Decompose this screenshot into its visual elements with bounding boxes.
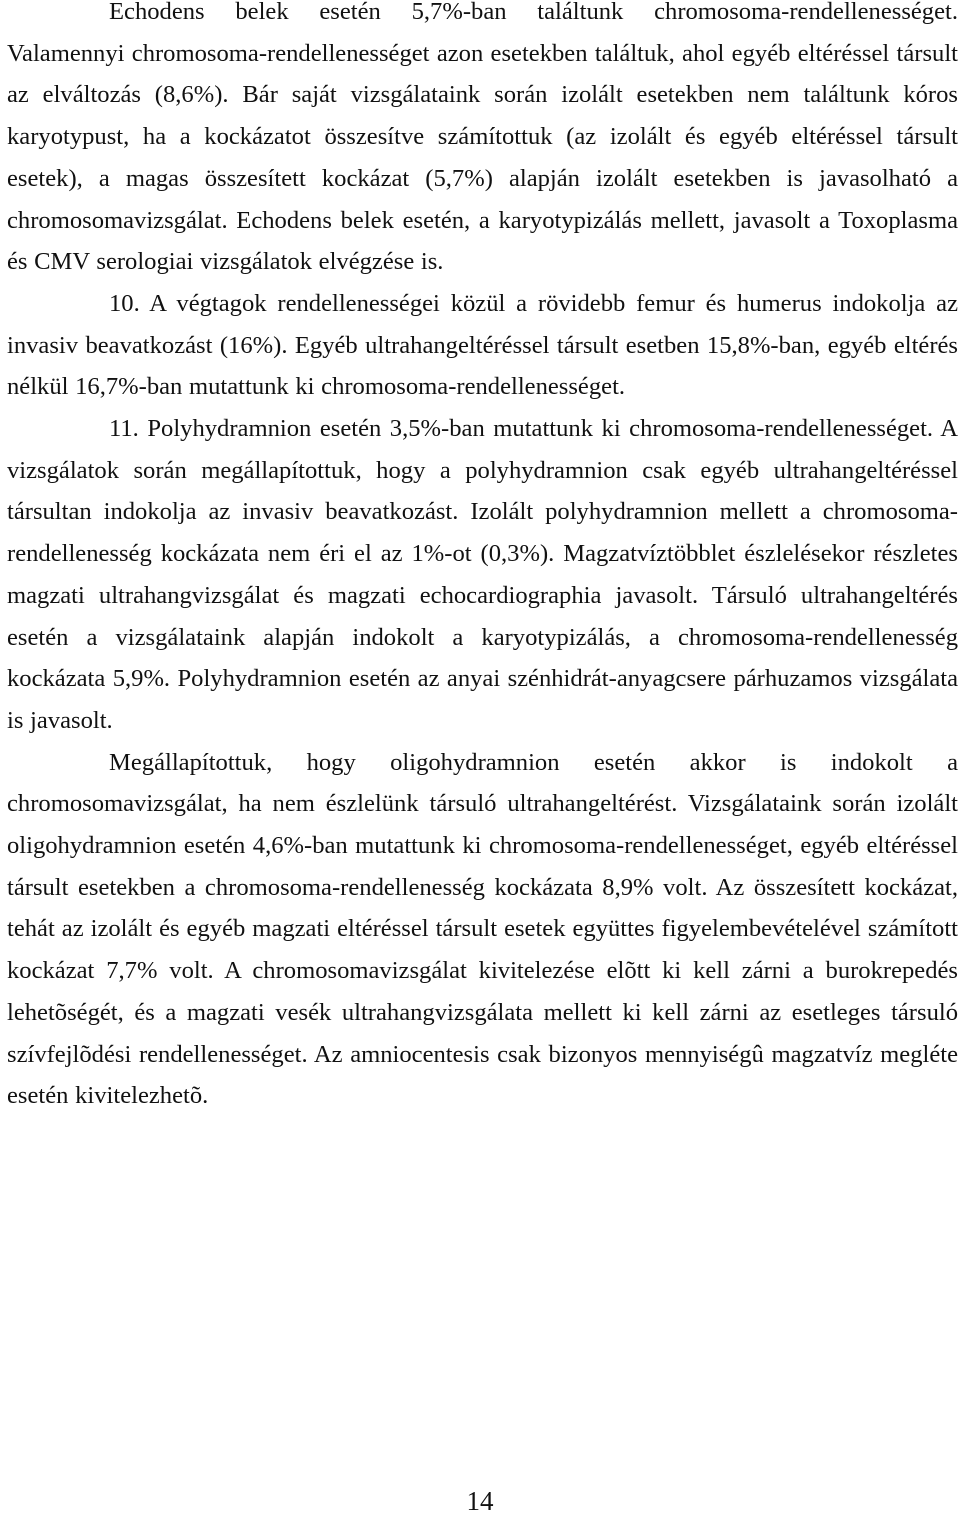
document-page bbox=[7, 0, 958, 1117]
paragraph-10-vegtagok: 10. A végtagok rendellenességei közül a rövidebb femur és humerus indokolja az invasiv beavatkozást (16%). Egyéb ultrahangeltéréssel társult esetben 15,8%-ban, egyéb eltérés nélkül 16,7%-ban mutattunk ki chromosoma-rendellenességet. bbox=[7, 289, 958, 401]
paragraph-11-polyhydramnion: 11. Polyhydramnion esetén 3,5%-ban mutattunk ki chromosoma-rendellenességet. A vizsgálatok során megállapítottuk, hogy a polyhydramnion csak egyéb ultrahangeltéréssel társultan indokolja az invasiv beavatkozást. Izolált polyhydramnion mellett a chromosoma-rendellenesség kockázata nem éri el az 1%-ot (0,3%). Magzatvíztöbblet észlelésekor részletes magzati ultrahangvizsgálat és magzati echocardiographia javasolt. Társuló ultrahangeltérés esetén a vizsgálataink alapján indokolt a karyotypizálás, a chromosoma-rendellenesség kockázata 5,9%. Polyhydramnion esetén az anyai szénhidrát-anyagcsere párhuzamos vizsgálata is javasolt. bbox=[7, 415, 958, 734]
page-number: 14 bbox=[466, 1486, 494, 1516]
paragraph-oligohydramnion: Megállapítottuk, hogy oligohydramnion esetén akkor is indokolt a chromosomavizsgálat, ha nem észlelünk társuló ultrahangeltérést. Vizsgálataink során izolált oligohydramnion esetén 4,6%-ban mutattunk ki chromosoma-rendellenességet, egyéb eltéréssel társult esetekben a chromosoma-rendellenesség kockázata 8,9% volt. Az összesített kockázat, tehát az izolált és egyéb magzati eltéréssel társult esetek együttes figyelembevételével számított kockázat 7,7% volt. A chromosomavizsgálat kivitelezése elõtt ki kell zárni a burokrepedés lehetõségét, és a magzati vesék ultrahangvizsgálata mellett ki kell zárni az esetleges társuló szívfejlõdési rendellenességet. Az amniocentesis csak bizonyos mennyiségû magzatvíz megléte esetén kivitelezhetõ. bbox=[7, 748, 958, 1110]
paragraph-echodens-belek: Echodens belek esetén 5,7%-ban találtunk chromosoma-rendellenességet. Valamennyi chromosoma-rendellenességet azon esetekben találtuk, ahol egyéb eltéréssel társult az elváltozás (8,6%). Bár saját vizsgálataink során izolált esetekben nem találtunk kóros karyotypust, ha a kockázatot összesítve számítottuk (az izolált és egyéb eltéréssel társult esetek), a magas összesített kockázat (5,7%) alapján izolált esetekben is javasolható a chromosomavizsgálat. Echodens belek esetén, a karyotypizálás mellett, javasolt a Toxoplasma és CMV serologiai vizsgálatok elvégzése is. bbox=[7, 0, 958, 276]
